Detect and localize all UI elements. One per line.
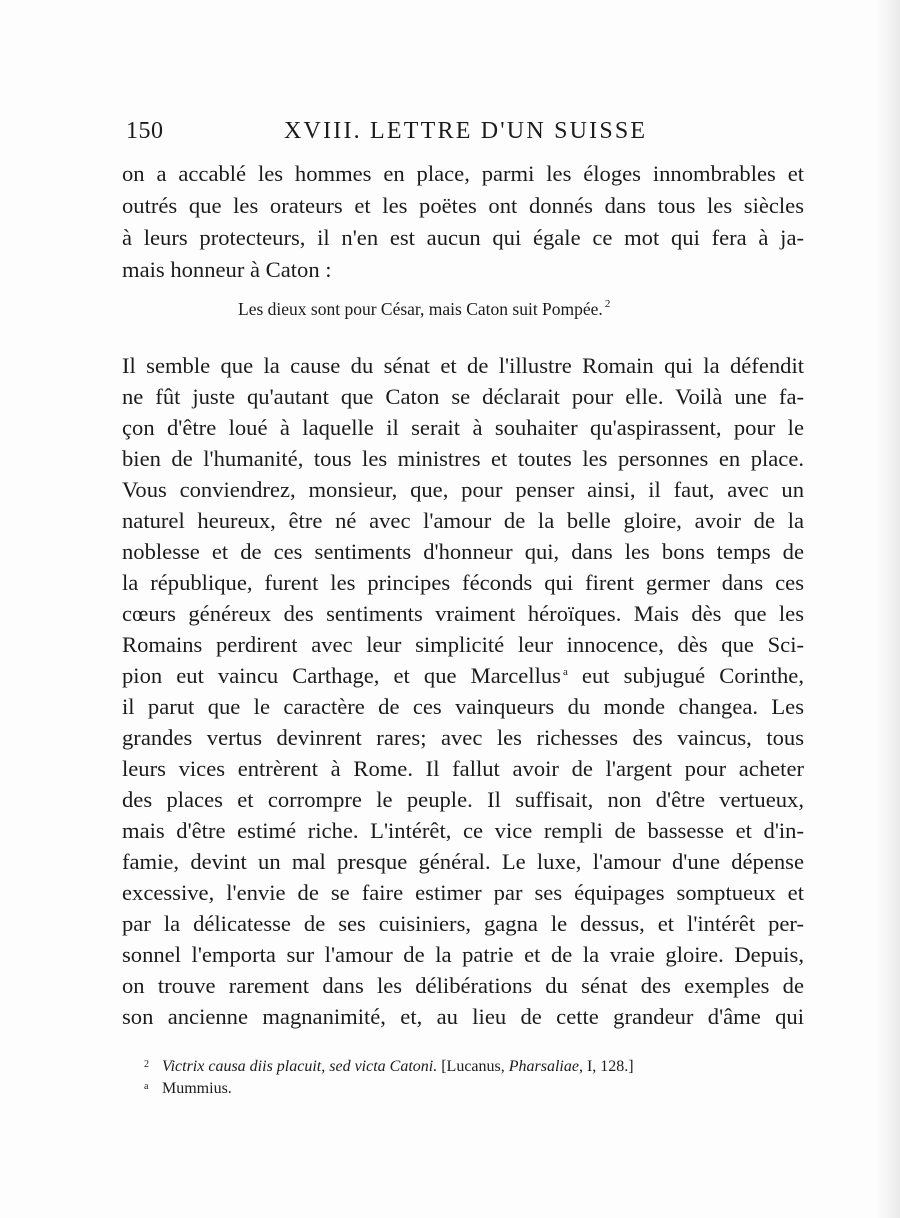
- text-line: à leurs protecteurs, il n'en est aucun qui égale ce mot qui fera à ja-: [122, 225, 804, 250]
- text-line: par la délicatesse de ses cuisiniers, gagna le dessus, et l'intérêt per-: [122, 911, 804, 936]
- text-line: naturel heureux, être né avec l'amour de la belle gloire, avoir de la: [122, 508, 804, 533]
- text-line: on a accablé les hommes en place, parmi les éloges innombrables et: [122, 161, 804, 186]
- text-line: mais honneur à Caton :: [122, 257, 332, 282]
- footnote-source-open: [Lucanus,: [437, 1058, 509, 1075]
- verse-quote: [238, 298, 610, 320]
- footnote-2: [144, 1056, 804, 1078]
- footnote-marker: 2: [144, 1059, 149, 1070]
- text-line: noblesse et de ces sentiments d'honneur qui, dans les bons temps de: [122, 539, 804, 564]
- text-line: on trouve rarement dans les délibérations du sénat des exemples de: [122, 973, 804, 998]
- footnotes: [144, 1056, 804, 1099]
- text-line: Il semble que la cause du sénat et de l'illustre Romain qui la défendit: [122, 353, 804, 378]
- text-line: bien de l'humanité, tous les ministres et toutes les personnes en place.: [122, 446, 804, 471]
- text-line: mais d'être estimé riche. L'intérêt, ce vice rempli de bassesse et d'in-: [122, 818, 804, 843]
- footnote-marker: a: [144, 1080, 149, 1092]
- running-title: XVIII. LETTRE D'UN SUISSE: [284, 118, 648, 144]
- verse-quote-text: Les dieux sont pour César, mais Caton suit Pompée.: [238, 299, 603, 319]
- footnote-a: [144, 1078, 804, 1100]
- footnote-source-title: Pharsaliae: [508, 1058, 579, 1075]
- text-line: son ancienne magnanimité, et, au lieu de cette grandeur d'âme qui: [122, 1004, 804, 1029]
- page-number: 150: [126, 118, 164, 144]
- footnote-latin-quote: Victrix causa diis placuit, sed victa Catoni.: [162, 1058, 438, 1075]
- text-line: famie, devint un mal presque général. Le luxe, l'amour d'une dépense: [122, 849, 804, 874]
- text-line-marcellus: [122, 662, 804, 689]
- text-line: la république, furent les principes féconds qui firent germer dans ces: [122, 570, 804, 595]
- marcellus-text-after: eut subjugué Corinthe,: [567, 663, 804, 688]
- footnote-ref-a[interactable]: a: [562, 666, 568, 678]
- text-line: des places et corrompre le peuple. Il suffisait, non d'être vertueux,: [122, 787, 804, 812]
- page-edge-shadow: [874, 0, 900, 1218]
- text-line: outrés que les orateurs et les poëtes ont donnés dans tous les siècles: [122, 193, 804, 218]
- text-line: cœurs généreux des sentiments vraiment héroïques. Mais dès que les: [122, 601, 804, 626]
- text-line: leurs vices entrèrent à Rome. Il fallut avoir de l'argent pour acheter: [122, 756, 804, 781]
- text-line: grandes vertus devinrent rares; avec les richesses des vaincus, tous: [122, 725, 804, 750]
- running-header: [126, 118, 806, 150]
- footnote-a-text: Mummius.: [162, 1079, 232, 1097]
- text-line: excessive, l'envie de se faire estimer par ses équipages somptueux et: [122, 880, 804, 905]
- text-line: sonnel l'emporta sur l'amour de la patrie et de la vraie gloire. Depuis,: [122, 942, 804, 967]
- footnote-source-close: , I, 128.]: [578, 1058, 634, 1075]
- text-line: il parut que le caractère de ces vainqueurs du monde changea. Les: [122, 694, 804, 719]
- text-line: Vous conviendrez, monsieur, que, pour penser ainsi, il faut, avec un: [122, 477, 804, 502]
- text-line: çon d'être loué à laquelle il serait à souhaiter qu'aspirassent, pour le: [122, 415, 804, 440]
- footnote-ref-2[interactable]: 2: [604, 298, 611, 310]
- text-line: Romains perdirent avec leur simplicité leur innocence, dès que Sci-: [122, 632, 804, 657]
- marcellus-text: pion eut vaincu Carthage, et que Marcellus: [122, 663, 561, 688]
- text-line: ne fût juste qu'autant que Caton se déclarait pour elle. Voilà une fa-: [122, 384, 804, 409]
